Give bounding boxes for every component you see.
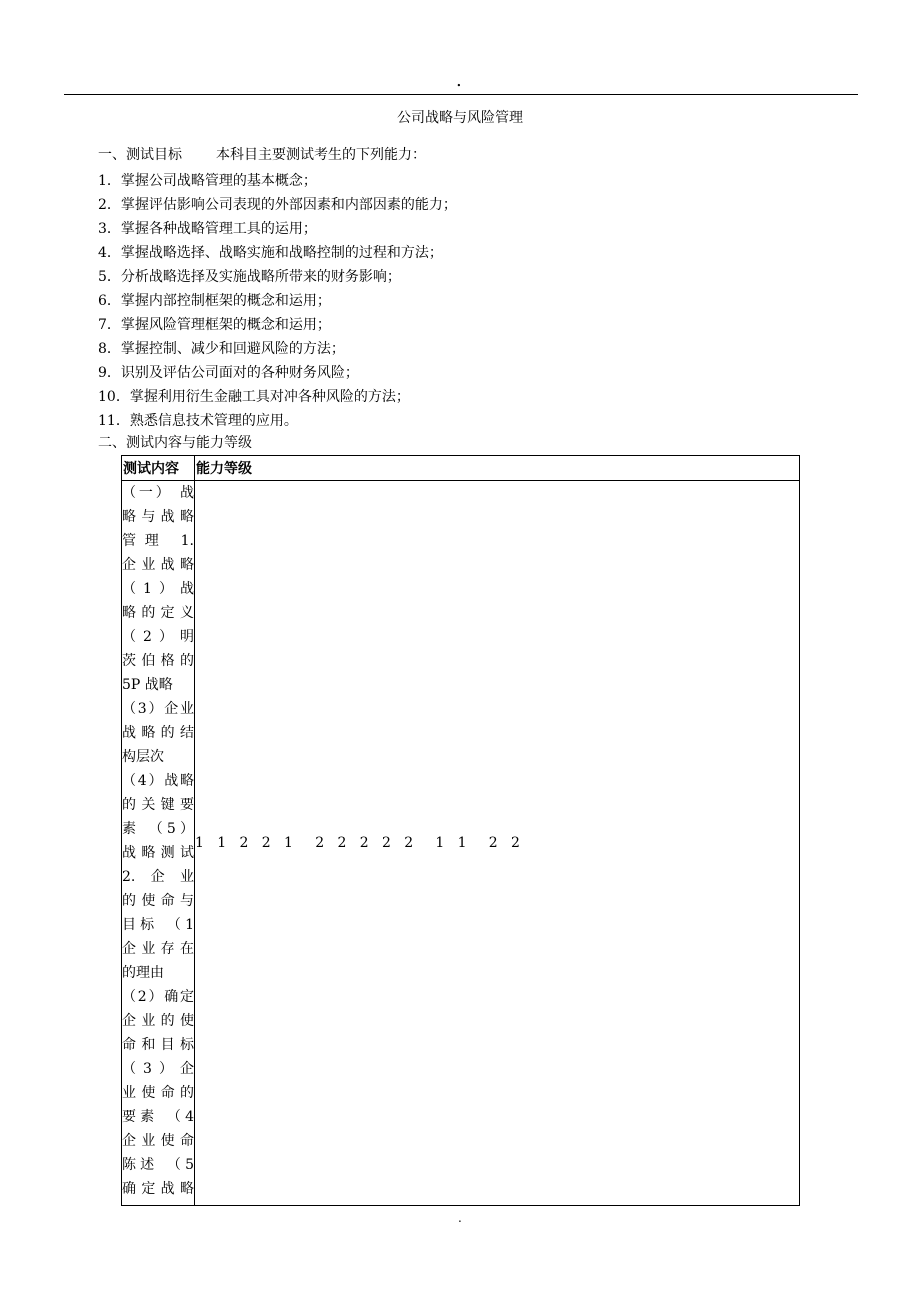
ability-item: 1．掌握公司战略管理的基本概念； (98, 173, 317, 189)
level-cell: 1 1 2 2 1 2 2 2 2 2 1 1 2 2 (195, 481, 800, 1206)
ability-item: 3．掌握各种战略管理工具的运用； (98, 221, 317, 237)
ability-item: 8．掌握控制、减少和回避风险的方法； (98, 341, 345, 357)
content-line: 业使命的 (122, 1085, 194, 1101)
content-line: 素 （5） (122, 821, 194, 837)
section-2-heading: 二、测试内容与能力等级 (98, 435, 252, 451)
content-line: （一） 战 (122, 485, 194, 501)
content-line: 陈述 （5 (122, 1157, 194, 1173)
ability-item: 4．掌握战略选择、战略实施和战略控制的过程和方法； (98, 245, 443, 261)
content-line: 确定战略 (122, 1181, 194, 1197)
header-mark: . (456, 70, 462, 91)
content-level-table (121, 455, 800, 1206)
table-header-row (122, 456, 800, 481)
content-line: 的关键要 (122, 797, 194, 813)
ability-item: 7．掌握风险管理框架的概念和运用； (98, 317, 331, 333)
content-line: 企业存在 (122, 941, 194, 957)
content-line: 命和目标 (122, 1037, 194, 1053)
header-ability-level: 能力等级 (195, 456, 800, 481)
ability-list (98, 169, 457, 433)
content-line: 要素 （4 (122, 1109, 194, 1125)
content-line: 企业的使 (122, 1013, 194, 1029)
content-line: 企业战略 (122, 557, 194, 573)
content-line: 战略的结 (122, 725, 194, 741)
header-test-content: 测试内容 (122, 456, 195, 481)
ability-item: 9．识别及评估公司面对的各种财务风险； (98, 365, 359, 381)
ability-item: 2．掌握评估影响公司表现的外部因素和内部因素的能力； (98, 197, 457, 213)
content-line: 的理由 (122, 965, 164, 981)
content-line: （2）明 (122, 629, 194, 645)
content-line: （1）战 (122, 581, 194, 597)
content-line: 略的定义 (122, 605, 194, 621)
ability-item: 5．分析战略选择及实施战略所带来的财务影响； (98, 269, 401, 285)
section-1-intro: 本科目主要测试考生的下列能力： (216, 147, 426, 163)
table-row (122, 481, 800, 1206)
section-1-heading: 一、测试目标 (98, 147, 182, 163)
content-line: 的使命与 (122, 893, 194, 909)
content-line: 管理 1. (122, 533, 194, 549)
content-line: 企业使命 (122, 1133, 194, 1149)
content-line: 茨伯格的 (122, 653, 194, 669)
content-line: （4）战略 (122, 773, 194, 789)
header-rule (64, 94, 858, 95)
content-line: 构层次 (122, 749, 164, 765)
ability-item: 10．掌握利用衍生金融工具对冲各种风险的方法； (98, 389, 410, 405)
ability-item: 6．掌握内部控制框架的概念和运用； (98, 293, 331, 309)
content-line: （3）企业 (122, 701, 194, 717)
content-line: （2）确定 (122, 989, 194, 1005)
content-line: 战略测试 (122, 845, 194, 861)
section-1 (98, 145, 426, 165)
content-line: 2.企业 (122, 869, 194, 885)
content-cell (122, 481, 195, 1206)
content-line: 略与战略 (122, 509, 194, 525)
ability-item: 11．熟悉信息技术管理的应用。 (98, 413, 298, 429)
content-line: 目标 （1 (122, 917, 194, 933)
document-title: 公司战略与风险管理 (397, 110, 523, 126)
footer-mark: . (458, 1211, 462, 1225)
content-line: （3）企 (122, 1061, 194, 1077)
content-line: 5P 战略 (122, 677, 173, 693)
